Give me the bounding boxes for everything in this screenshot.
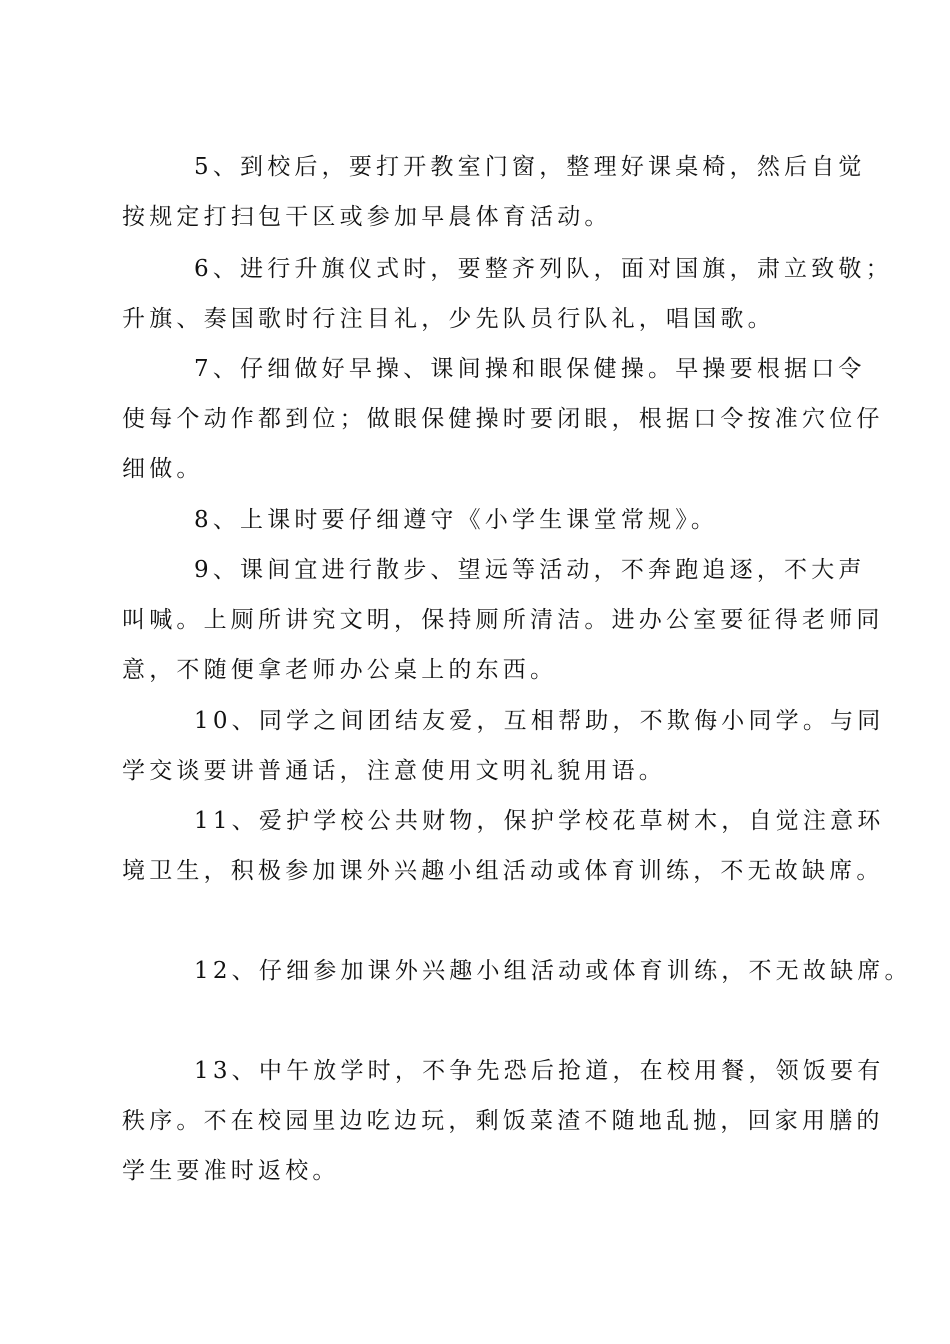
paragraph-11-line-2: 境卫生，积极参加课外兴趣小组活动或体育训练，不无故缺席。	[122, 858, 884, 884]
paragraph-13-line-1: 13、中午放学时，不争先恐后抢道，在校用餐，领饭要有	[194, 1058, 885, 1084]
paragraph-6-line-1: 6、进行升旗仪式时，要整齐列队，面对国旗，肃立致敬；	[194, 256, 893, 282]
paragraph-10-line-1: 10、同学之间团结友爱，互相帮助，不欺侮小同学。与同	[194, 708, 885, 734]
paragraph-13-line-2: 秩序。不在校园里边吃边玩，剩饭菜渣不随地乱抛，回家用膳的	[122, 1108, 884, 1134]
paragraph-9-line-2: 叫喊。上厕所讲究文明，保持厕所清洁。进办公室要征得老师同	[122, 607, 884, 633]
paragraph-9-line-1: 9、课间宜进行散步、望远等活动，不奔跑追逐，不大声	[194, 557, 866, 583]
paragraph-12-line-1: 12、仔细参加课外兴趣小组活动或体育训练，不无故缺席。	[194, 958, 912, 984]
paragraph-11-line-1: 11、爱护学校公共财物，保护学校花草树木，自觉注意环	[194, 808, 885, 834]
paragraph-5-line-2: 按规定打扫包干区或参加早晨体育活动。	[122, 204, 612, 230]
paragraph-7-line-3: 细做。	[122, 456, 204, 482]
paragraph-13-line-3: 学生要准时返校。	[122, 1158, 340, 1184]
paragraph-10-line-2: 学交谈要讲普通话，注意使用文明礼貌用语。	[122, 758, 666, 784]
paragraph-6-line-2: 升旗、奏国歌时行注目礼，少先队员行队礼，唱国歌。	[122, 306, 775, 332]
paragraph-9-line-3: 意，不随便拿老师办公桌上的东西。	[122, 657, 558, 683]
paragraph-7-line-2: 使每个动作都到位；做眼保健操时要闭眼，根据口令按准穴位仔	[122, 406, 884, 432]
paragraph-8-line-1: 8、上课时要仔细遵守《小学生课堂常规》。	[194, 507, 719, 533]
paragraph-7-line-1: 7、仔细做好早操、课间操和眼保健操。早操要根据口令	[194, 356, 866, 382]
paragraph-5-line-1: 5、到校后，要打开教室门窗，整理好课桌椅，然后自觉	[194, 154, 866, 180]
